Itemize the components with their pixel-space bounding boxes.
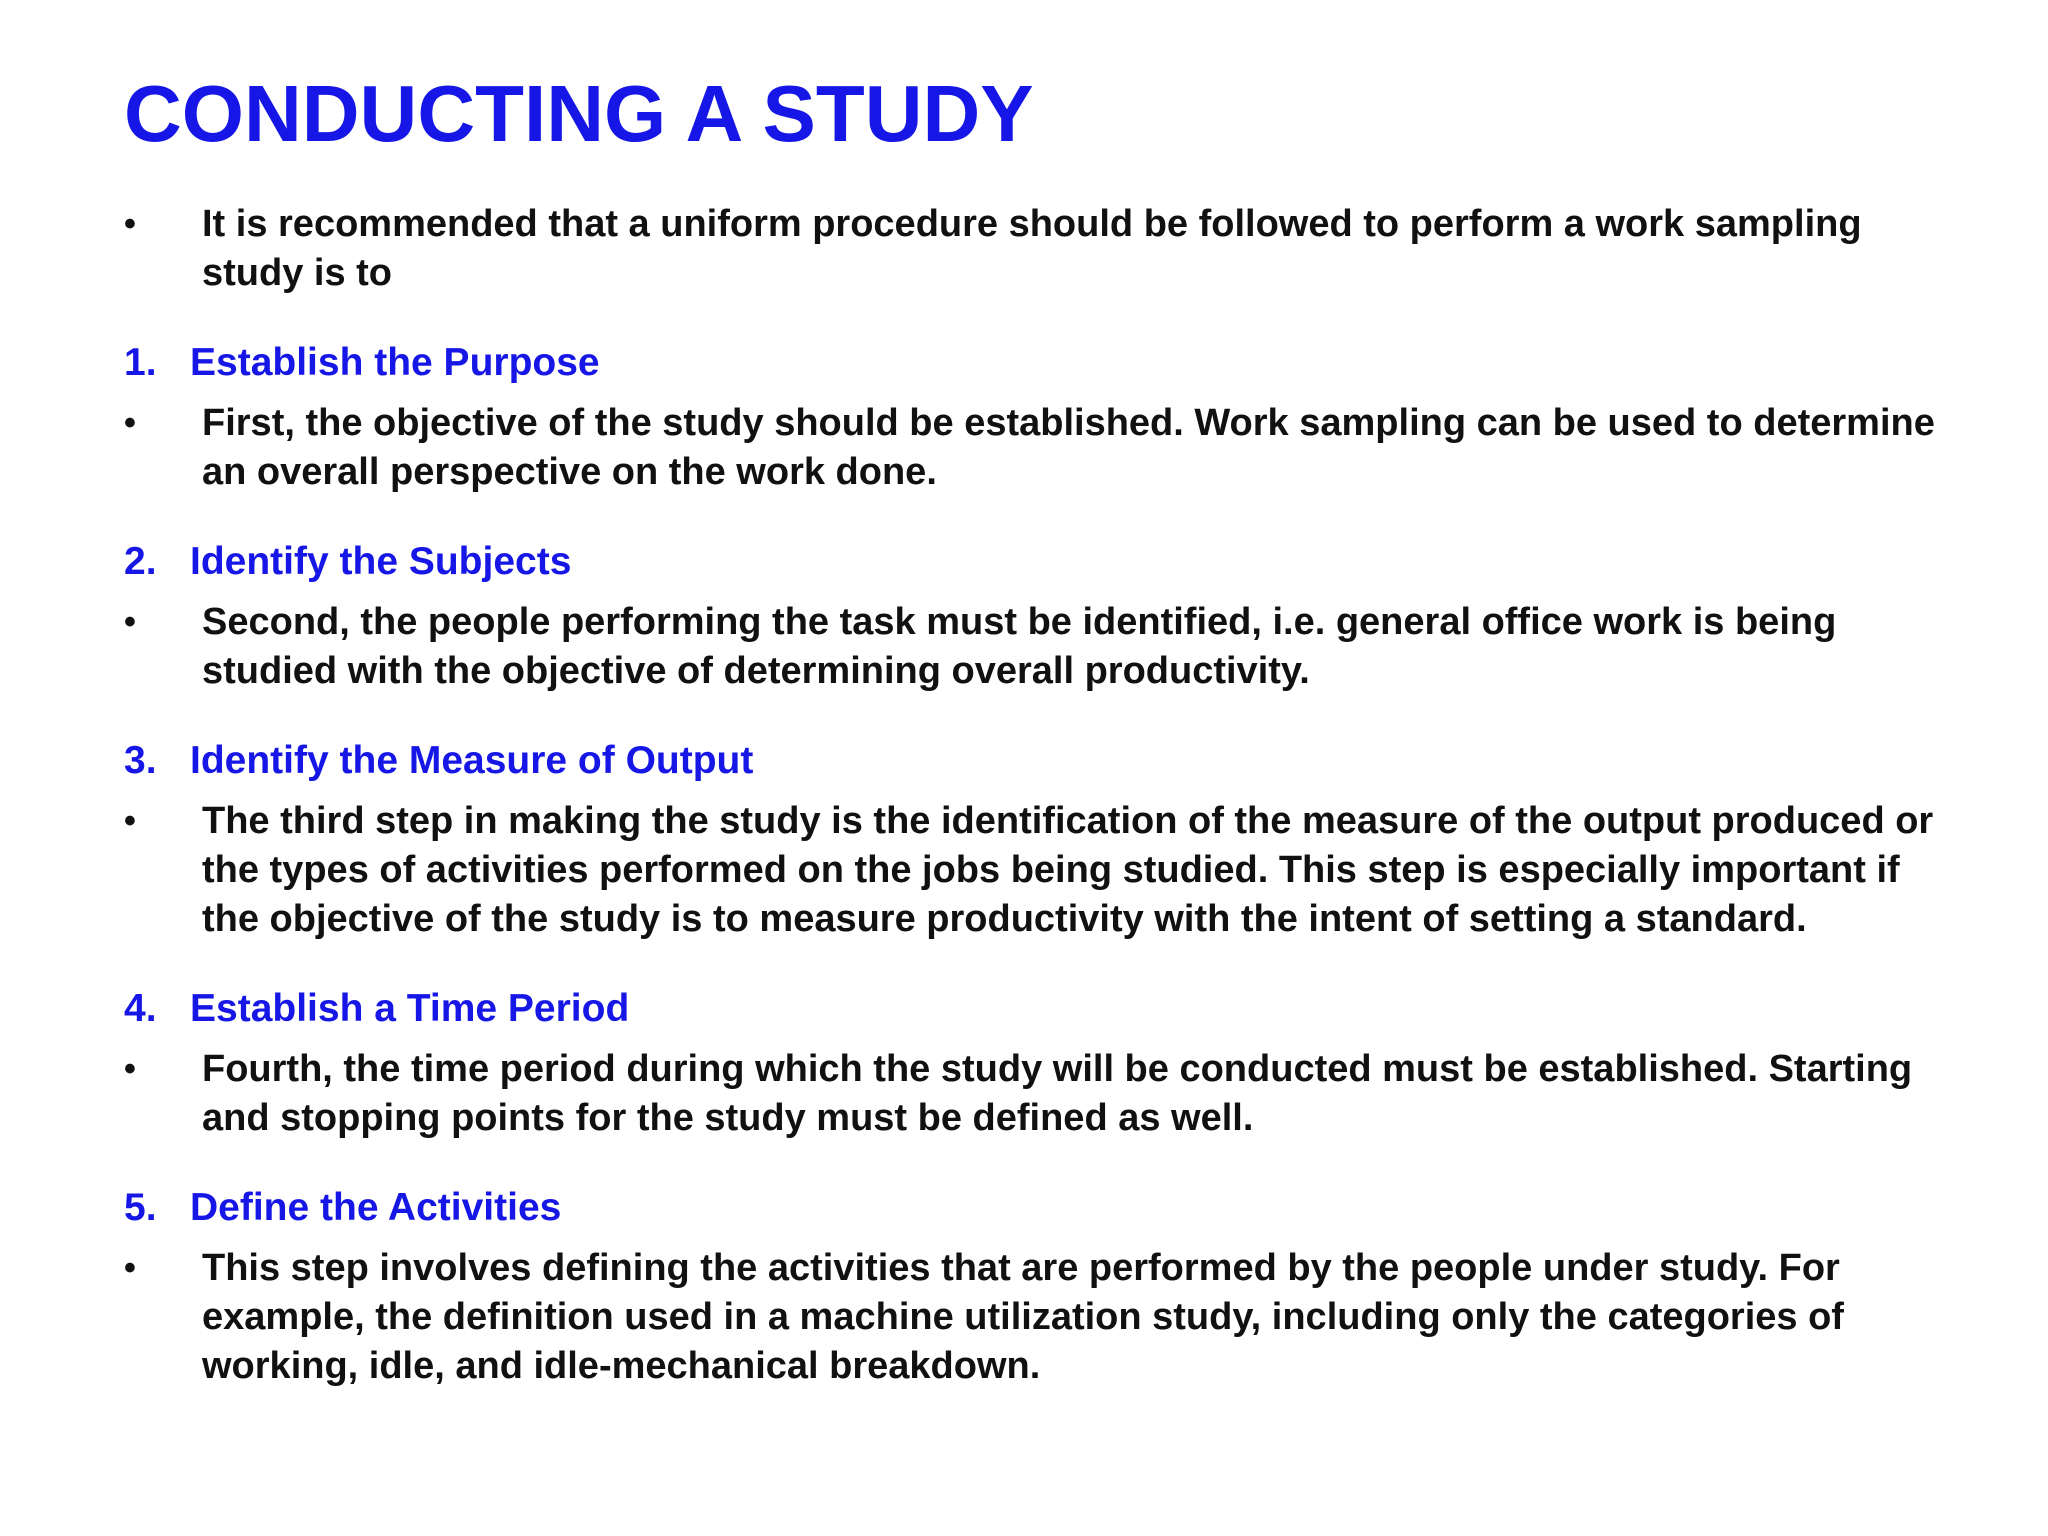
step-heading [124,1183,1954,1233]
step-heading [124,537,1954,587]
step-heading [124,736,1954,786]
step-bullet [124,797,1954,944]
bullet-icon: • [124,1050,136,1088]
step-bullet [124,1045,1954,1143]
step-heading-text: Identify the Subjects [190,540,572,583]
step-text: This step involves defining the activities that are performed by the people under study. For example, the definition used in a machine utilization study, including only the categories of working, idle, and idle-mechanical breakdown. [202,1247,1844,1387]
step-3 [124,736,1954,944]
step-heading-text: Establish the Purpose [190,341,600,384]
step-1 [124,338,1954,497]
step-text: Fourth, the time period during which the study will be conducted must be established. Starting and stopping points for the study must be defined as well. [202,1048,1913,1139]
step-heading-text: Identify the Measure of Output [190,739,754,782]
step-number: 3. [124,739,157,782]
step-heading-text: Establish a Time Period [190,987,630,1030]
step-heading-text: Define the Activities [190,1186,562,1229]
step-bullet [124,399,1954,497]
step-4 [124,984,1954,1143]
bullet-icon: • [124,404,136,442]
step-2 [124,537,1954,696]
bullet-icon: • [124,603,136,641]
step-heading [124,338,1954,388]
intro-text: It is recommended that a uniform procedure should be followed to perform a work sampling study is to [202,203,1862,294]
step-number: 5. [124,1186,157,1229]
step-bullet [124,598,1954,696]
step-bullet [124,1244,1954,1391]
step-text: First, the objective of the study should be established. Work sampling can be used to determine an overall perspective on the work done. [202,402,1935,493]
step-5 [124,1183,1954,1391]
step-number: 2. [124,540,157,583]
bullet-icon: • [124,1249,136,1287]
step-text: The third step in making the study is the identification of the measure of the output produced or the types of activities performed on the jobs being studied. This step is especially important if the objective of the study is to measure productivity with the intent of setting a standard. [202,800,1934,940]
slide-title: CONDUCTING A STUDY [124,69,1034,158]
step-number: 4. [124,987,157,1030]
step-heading [124,984,1954,1034]
intro-bullet [124,200,1954,298]
step-text: Second, the people performing the task must be identified, i.e. general office work is being studied with the objective of determining overall productivity. [202,601,1837,692]
step-number: 1. [124,341,157,384]
bullet-icon: • [124,205,136,243]
bullet-icon: • [124,802,136,840]
slide-content [124,200,1954,1391]
